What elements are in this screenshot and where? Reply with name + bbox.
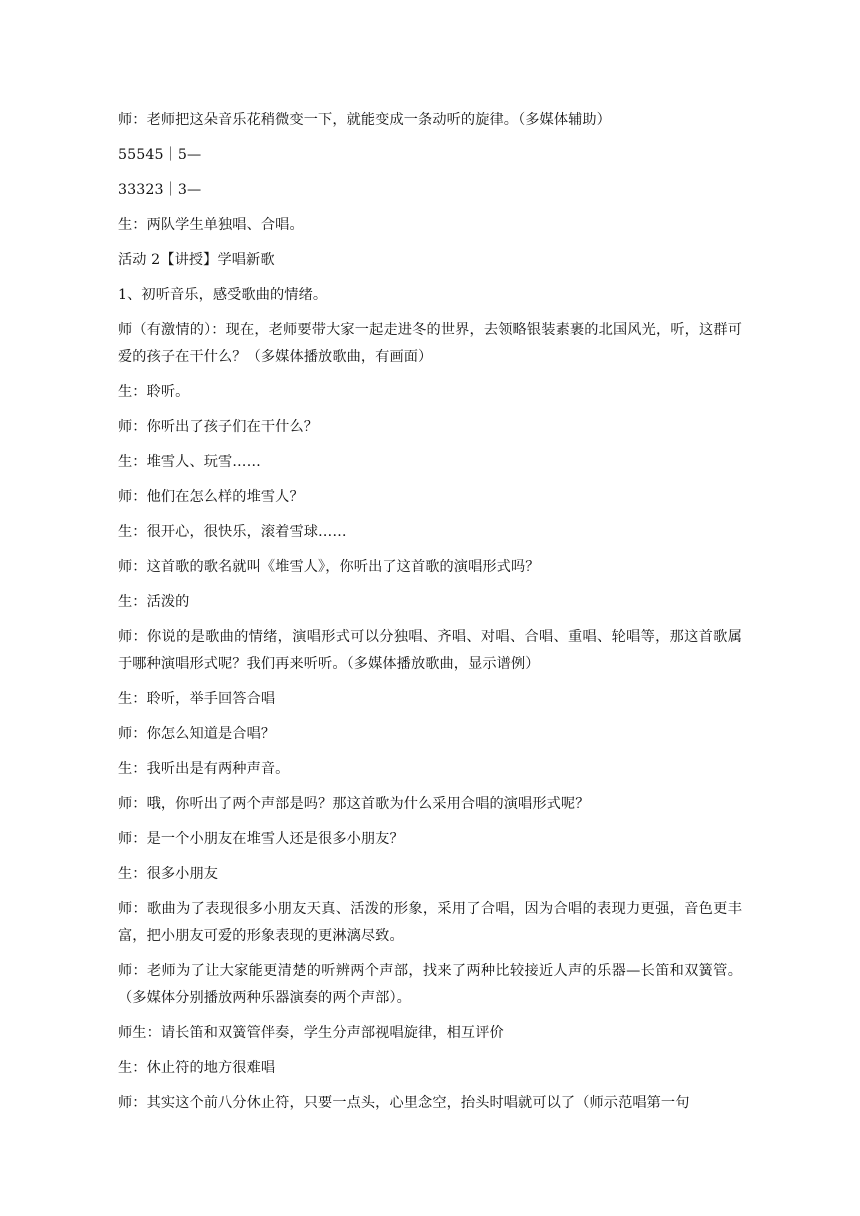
paragraph-teacher-why-chorus: 师：哦，你听出了两个声部是吗？那这首歌为什么采用合唱的演唱形式呢？ xyxy=(118,796,590,812)
paragraph-activity-heading: 活动 2【讲授】学唱新歌 xyxy=(118,252,275,268)
paragraph-teacher-forms: 师：你说的是歌曲的情绪，演唱形式可以分独唱、齐唱、对唱、合唱、重唱、轮唱等，那这首歌属于哪种演唱形式呢？我们再来听听。（多媒体播放歌曲，显示谱例） xyxy=(118,629,742,672)
paragraph-student-many: 生：很多小朋友 xyxy=(118,866,219,882)
paragraph-student-answer-2: 生：很开心，很快乐，滚着雪球…… xyxy=(118,524,347,540)
paragraph-teacher-how-many: 师：是一个小朋友在堆雪人还是很多小朋友？ xyxy=(118,831,404,847)
paragraph-teacher-song-title: 师：这首歌的歌名就叫《堆雪人》，你听出了这首歌的演唱形式吗？ xyxy=(118,559,540,575)
paragraph-teacher-intro: 师（有激情的）：现在，老师要带大家一起走进冬的世界，去领略银装素裹的北国风光，听，这群可爱的孩子在干什么？（多媒体播放歌曲，有画面） xyxy=(118,322,742,365)
paragraph-teacher-instruments: 师：老师为了让大家能更清楚的听辨两个声部，找来了两种比较接近人声的乐器—长笛和双簧管。（多媒体分别播放两种乐器演奏的两个声部）。 xyxy=(118,963,742,1006)
paragraph-teacher-melody: 师：老师把这朵音乐花稍微变一下，就能变成一条动听的旋律。（多媒体辅助） xyxy=(118,112,611,128)
paragraph-teacher-question-2: 师：他们在怎么样的堆雪人？ xyxy=(118,489,304,505)
paragraph-accompany: 师生：请长笛和双簧管伴奏，学生分声部视唱旋律，相互评价 xyxy=(118,1025,504,1041)
paragraph-student-listen: 生：聆听。 xyxy=(118,384,190,400)
paragraph-notation-2: 33323｜3— xyxy=(118,182,202,198)
paragraph-step-1: 1、初听音乐，感受歌曲的情绪。 xyxy=(118,287,328,303)
paragraph-student-answer-1: 生：堆雪人、玩雪…… xyxy=(118,454,261,470)
paragraph-teacher-how: 师：你怎么知道是合唱？ xyxy=(118,726,276,742)
paragraph-teacher-rest-tip: 师：其实这个前八分休止符，只要一点头，心里念空，抬头时唱就可以了（师示范唱第一句 xyxy=(118,1095,690,1111)
paragraph-teacher-explain: 师：歌曲为了表现很多小朋友天真、活泼的形象，采用了合唱，因为合唱的表现力更强，音色更丰富，把小朋友可爱的形象表现的更淋漓尽致。 xyxy=(118,901,742,944)
paragraph-teacher-question-1: 师：你听出了孩子们在干什么？ xyxy=(118,419,319,435)
paragraph-notation-1: 55545｜5— xyxy=(118,147,202,163)
paragraph-student-sing: 生：两队学生单独唱、合唱。 xyxy=(118,217,304,233)
paragraph-student-two-voices: 生：我听出是有两种声音。 xyxy=(118,761,290,777)
paragraph-student-rest-hard: 生：休止符的地方很难唱 xyxy=(118,1060,276,1076)
document-body xyxy=(118,107,742,1125)
paragraph-student-answer-3: 生：活泼的 xyxy=(118,594,190,610)
paragraph-student-chorus: 生：聆听，举手回答合唱 xyxy=(118,691,276,707)
